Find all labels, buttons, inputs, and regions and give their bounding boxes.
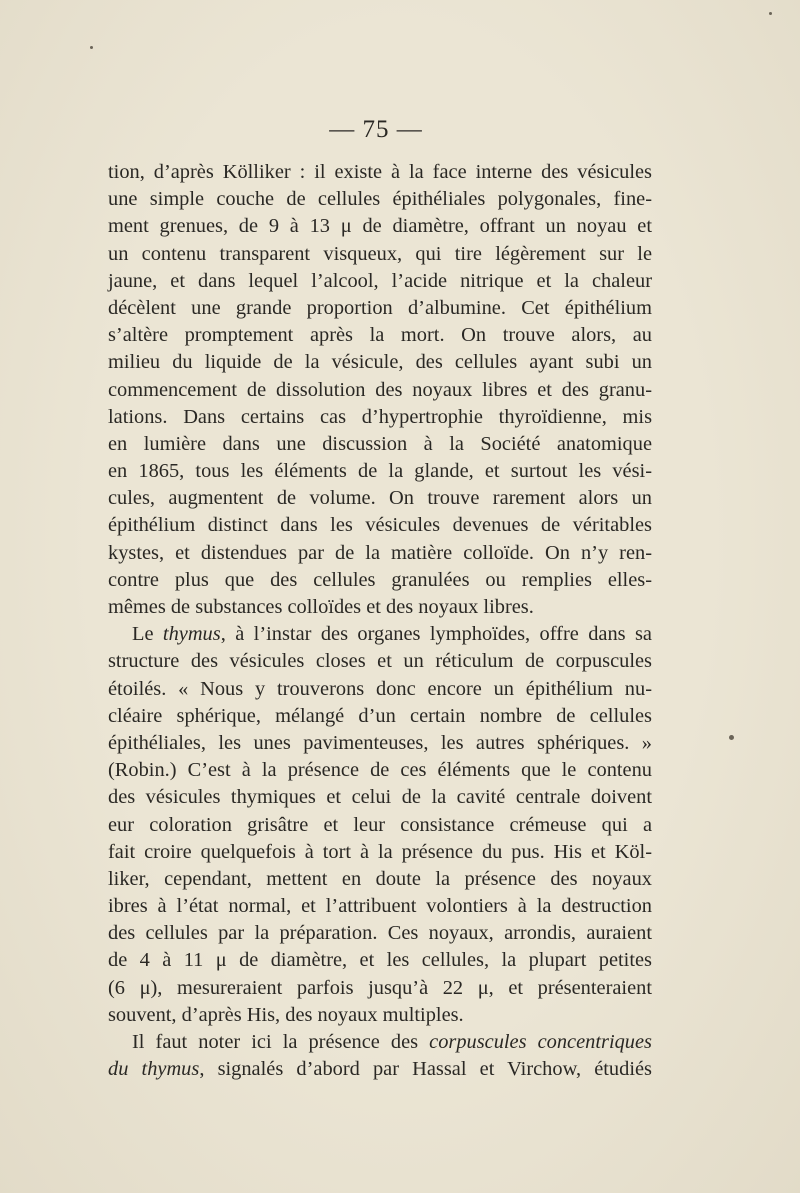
text-run: Il faut noter ici la présence des bbox=[132, 1031, 430, 1053]
text-line: cules, augmentent de volume. On trouve rarement alors un bbox=[108, 487, 652, 510]
text-run: , signalés d’abord par Hassal et Virchow, étudiés bbox=[199, 1058, 652, 1081]
text-line: ibres à l’état normal, et l’attribuent volontiers à la destruction bbox=[108, 895, 652, 918]
text-line: ment grenues, de 9 à 13 μ de diamètre, offrant un noyau et bbox=[108, 215, 652, 238]
text-run: Le bbox=[132, 623, 163, 646]
text-line: souvent, d’après His, des noyaux multiples. bbox=[108, 1003, 464, 1026]
page-number: — 75 — bbox=[329, 116, 423, 143]
text-line: épithéliales, les unes pavimenteuses, les autres sphériques. » bbox=[108, 731, 652, 754]
corpuscules-paragraph-first-line bbox=[108, 1029, 652, 1056]
text-line: (6 μ), mesureraient parfois jusqu’à 22 μ, et présenteraient bbox=[108, 976, 652, 999]
paper-speck bbox=[90, 46, 93, 49]
text-line: des cellules par la préparation. Ces noyaux, arrondis, auraient bbox=[108, 922, 652, 945]
text-line: étoilés. « Nous y trouverons donc encore un épithélium nu- bbox=[108, 677, 652, 700]
text-line: des vésicules thymiques et celui de la cavité centrale doivent bbox=[108, 786, 652, 809]
text-line: en lumière dans une discussion à la Société anatomique bbox=[108, 432, 652, 455]
text-line: une simple couche de cellules épithéliales polygonales, fine- bbox=[108, 188, 652, 211]
text-line: (Robin.) C’est à la présence de ces éléments que le contenu bbox=[108, 759, 652, 782]
text-line: un contenu transparent visqueux, qui tire légèrement sur le bbox=[108, 242, 652, 265]
text-line: mêmes de substances colloïdes et des noyaux libres. bbox=[108, 596, 534, 618]
text-run: , à l’instar des organes lymphoïdes, offre dans sa bbox=[220, 623, 652, 646]
paper-speck bbox=[729, 735, 734, 740]
text-line: liker, cependant, mettent en doute la présence des noyaux bbox=[108, 867, 652, 890]
text-line: décèlent une grande proportion d’albumine. Cet épithélium bbox=[108, 296, 652, 319]
text-line bbox=[108, 1056, 652, 1083]
italic-term-thymus: thymus bbox=[162, 623, 221, 646]
text-line: en 1865, tous les éléments de la glande, et surtout les vési- bbox=[108, 460, 652, 483]
text-line: eur coloration grisâtre et leur consistance crémeuse qui a bbox=[108, 813, 652, 836]
thymus-paragraph-first-line bbox=[108, 621, 652, 648]
text-line: jaune, et dans lequel l’alcool, l’acide nitrique et la chaleur bbox=[108, 269, 652, 292]
text-line: structure des vésicules closes et un réticulum de corpuscules bbox=[108, 650, 652, 673]
text-line: lations. Dans certains cas d’hypertrophie thyroïdienne, mis bbox=[108, 405, 652, 428]
text-line: fait croire quelquefois à tort à la présence du pus. His et Köl- bbox=[108, 840, 652, 863]
text-line: épithélium distinct dans les vésicules devenues de véritables bbox=[108, 514, 652, 537]
page-body bbox=[108, 159, 652, 1083]
italic-term-du-thymus: du thymus bbox=[108, 1058, 200, 1081]
paper-speck bbox=[769, 12, 772, 15]
text-line: commencement de dissolution des noyaux libres et des granu- bbox=[108, 378, 652, 401]
text-line: de 4 à 11 μ de diamètre, et les cellules, la plupart petites bbox=[108, 949, 652, 972]
text-line: cléaire sphérique, mélangé d’un certain nombre de cellules bbox=[108, 704, 652, 727]
text-line: contre plus que des cellules granulées ou remplies elles- bbox=[108, 568, 652, 591]
text-line: tion, d’après Kölliker : il existe à la face interne des vésicules bbox=[108, 161, 652, 183]
italic-term-corpuscules: corpuscules concentriques bbox=[429, 1031, 652, 1053]
text-line: kystes, et distendues par de la matière colloïde. On n’y ren- bbox=[108, 541, 652, 564]
text-line: s’altère promptement après la mort. On trouve alors, au bbox=[108, 324, 652, 347]
text-line: milieu du liquide de la vésicule, des cellules ayant subi un bbox=[108, 351, 652, 374]
